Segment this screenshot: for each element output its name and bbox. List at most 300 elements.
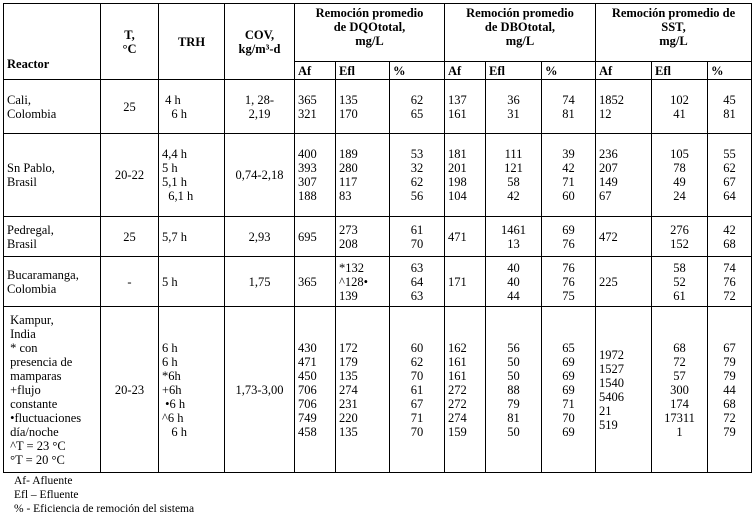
cell-line: - [127, 274, 132, 289]
cell-line: 81 [723, 106, 736, 121]
cell-cov [225, 80, 295, 134]
cell-line: Colombia [7, 106, 57, 121]
cell-line: 1, 28- [244, 92, 275, 107]
cell-dqo-efl [336, 257, 390, 307]
cell-cov [225, 217, 295, 257]
cell-line: 198 [448, 175, 467, 189]
subheader-efl: Efl [486, 62, 542, 80]
cell-line: 42 [723, 222, 736, 237]
cell-line: 2,93 [248, 229, 271, 244]
cell-line: 74 [723, 260, 736, 275]
cell-line: 70 [410, 424, 424, 439]
cell-line: 189 [339, 147, 358, 161]
cell-sst-af [596, 257, 652, 307]
cell-line: 62 [410, 175, 424, 189]
cell-line: 24 [673, 189, 686, 203]
cell-dbo-af [445, 217, 486, 257]
cell-line: 706 [298, 396, 317, 411]
cell-dbo-efl [486, 257, 542, 307]
cell-line: 68 [673, 340, 686, 355]
cell-line: 75 [562, 288, 575, 303]
cell-trh [159, 80, 225, 134]
cell-dbo-af [445, 257, 486, 307]
cell-line: 31 [507, 106, 520, 121]
cell-line: Pedregal, [7, 222, 54, 237]
cell-line: 393 [298, 161, 317, 175]
header-line: T, [124, 27, 135, 42]
cell-dbo-pct [542, 217, 596, 257]
cell-line: 2,19 [248, 106, 271, 121]
cell-line: 44 [507, 288, 520, 303]
cell-sst-af [596, 217, 652, 257]
cell-line: 208 [339, 236, 358, 251]
cell-line: 62 [410, 354, 424, 369]
cell-line: 81 [507, 410, 520, 425]
cell-sst-efl [652, 217, 708, 257]
cell-line: 79 [723, 424, 736, 439]
table-row [4, 257, 752, 307]
cell-line: 6 h [162, 106, 187, 121]
cell-line: 1972 [599, 347, 624, 362]
cell-line: 519 [599, 417, 618, 432]
header-line: mg/L [355, 34, 384, 48]
cell-line: 149 [599, 175, 618, 189]
cell-sst-efl [652, 134, 708, 217]
cell-line: 67 [599, 189, 612, 203]
cell-line: 76 [562, 274, 575, 289]
cell-line: 300 [670, 382, 689, 397]
cell-line: 5 h [162, 274, 178, 289]
cell-line: ^128• [339, 274, 368, 289]
cell-line: •fluctuaciones [7, 410, 82, 425]
cell-line: *6h [162, 368, 181, 383]
header-line: mg/L [505, 34, 535, 48]
cell-line: 170 [339, 106, 358, 121]
cell-line: 1 [676, 424, 683, 439]
cell-line: Sn Pablo, [7, 161, 55, 175]
cell-line: +6h [162, 382, 182, 397]
cell-line: 20-22 [114, 168, 145, 182]
cell-line: * con [7, 340, 38, 355]
header-line: kg/m³-d [238, 41, 281, 56]
cell-trh [159, 134, 225, 217]
cell-cov [225, 134, 295, 217]
cell-line: 321 [298, 106, 317, 121]
cell-line: 5,7 h [162, 229, 187, 244]
cell-line: 231 [339, 396, 358, 411]
subheader-pct: % [390, 62, 445, 80]
cell-line: 137 [448, 92, 467, 107]
cell-line: 50 [507, 424, 520, 439]
cell-temperature [101, 307, 159, 473]
cell-line: 1461 [501, 222, 526, 237]
cell-line: 207 [599, 161, 618, 175]
cell-line: 4 h [162, 92, 181, 107]
subheader-pct: % [542, 62, 596, 80]
cell-line: 274 [339, 382, 358, 397]
table-row [4, 217, 752, 257]
cell-line: presencia de [7, 354, 73, 369]
cell-line: 50 [507, 354, 520, 369]
cell-line: 274 [448, 410, 467, 425]
header-line: COV, [244, 27, 275, 42]
cell-line: 307 [298, 175, 317, 189]
cell-sst-af [596, 134, 652, 217]
cell-line: 1540 [599, 375, 624, 390]
cell-line: 225 [599, 274, 618, 289]
cell-line: 79 [723, 354, 736, 369]
cell-dqo-pct [390, 134, 445, 217]
cell-line: 161 [448, 106, 467, 121]
cell-trh [159, 307, 225, 473]
reactor-comparison-table [3, 3, 752, 473]
cell-line: 56 [507, 340, 520, 355]
cell-line: 1527 [599, 361, 624, 376]
cell-line: 220 [339, 410, 358, 425]
cell-line: 68 [723, 236, 736, 251]
cell-dbo-pct [542, 307, 596, 473]
cell-line: 6 h [162, 340, 178, 355]
cell-line: 58 [673, 260, 686, 275]
cell-dqo-pct [390, 80, 445, 134]
cell-line: 60 [562, 189, 575, 203]
cell-line: 72 [723, 410, 736, 425]
cell-line: 69 [562, 354, 575, 369]
cell-dbo-efl [486, 80, 542, 134]
cell-dqo-efl [336, 307, 390, 473]
cell-temperature [101, 80, 159, 134]
cell-line: 69 [562, 222, 575, 237]
cell-line: 400 [298, 147, 317, 161]
cell-line: 272 [448, 396, 467, 411]
header-line: Remoción promedio [315, 6, 424, 20]
cell-sst-pct [708, 134, 752, 217]
cell-dqo-efl [336, 134, 390, 217]
cell-line: 450 [298, 368, 317, 383]
cell-line: 135 [339, 368, 358, 383]
cell-line: 49 [673, 175, 686, 189]
cell-line: 111 [504, 147, 523, 161]
cell-line: 171 [448, 274, 467, 289]
cell-line: constante [7, 396, 58, 411]
cell-line: 81 [562, 106, 575, 121]
cell-line: India [7, 326, 36, 341]
cell-temperature [101, 257, 159, 307]
cell-line: 70 [410, 236, 424, 251]
header-reactor: Reactor [4, 4, 101, 80]
cell-line: 67 [410, 396, 424, 411]
cell-line: 64 [410, 274, 424, 289]
header-dqo [295, 4, 445, 62]
note-efl: Efl – Efluente [14, 489, 79, 501]
cell-line: 21 [599, 403, 612, 418]
cell-line: 70 [562, 410, 575, 425]
cell-line: 41 [673, 106, 686, 121]
cell-dqo-af [295, 307, 336, 473]
cell-line: 139 [339, 288, 358, 303]
cell-line: 72 [723, 288, 736, 303]
cell-line: 71 [410, 410, 424, 425]
cell-line: 117 [339, 175, 358, 189]
cell-line: 76 [562, 260, 575, 275]
cell-line: 71 [562, 396, 575, 411]
cell-line: 45 [723, 92, 736, 107]
cell-reactor [4, 80, 101, 134]
subheader-af: Af [596, 62, 652, 80]
cell-line: 70 [410, 368, 424, 383]
cell-line: 159 [448, 424, 467, 439]
cell-sst-pct [708, 80, 752, 134]
cell-line: 32 [410, 161, 424, 175]
cell-reactor [4, 307, 101, 473]
cell-dbo-af [445, 134, 486, 217]
cell-line: 706 [298, 382, 317, 397]
cell-line: 71 [562, 175, 575, 189]
cell-line: 76 [562, 236, 575, 251]
cell-line: 276 [670, 222, 689, 237]
cell-sst-efl [652, 80, 708, 134]
cell-line: 62 [410, 92, 424, 107]
cell-sst-af [596, 307, 652, 473]
cell-trh [159, 217, 225, 257]
header-dbo [445, 4, 596, 62]
cell-sst-efl [652, 307, 708, 473]
cell-line: 179 [339, 354, 358, 369]
cell-line: 471 [448, 229, 467, 244]
cell-line: 67 [723, 175, 736, 189]
cell-temperature [101, 217, 159, 257]
cell-line: +flujo [7, 382, 41, 397]
cell-line: Brasil [7, 175, 37, 189]
cell-line: Bucaramanga, [7, 267, 79, 282]
cell-line: 365 [298, 92, 317, 107]
cell-line: 5,1 h [162, 175, 187, 189]
cell-line: 61 [410, 222, 424, 237]
cell-line: 188 [298, 189, 317, 203]
header-line: de DQOtotal, [333, 20, 406, 34]
subheader-efl: Efl [652, 62, 708, 80]
cell-line: 201 [448, 161, 467, 175]
cell-line: 104 [448, 189, 467, 203]
header-line: de DBOtotal, [484, 20, 556, 34]
cell-line: 181 [448, 147, 467, 161]
cell-line: 430 [298, 340, 317, 355]
cell-line: 4,4 h [162, 147, 187, 161]
cell-line: 69 [562, 382, 575, 397]
cell-line: 65 [562, 340, 575, 355]
cell-line: 76 [723, 274, 736, 289]
cell-line: 12 [599, 106, 612, 121]
note-pct: % - Eficiencia de remoción del sistema [14, 503, 195, 515]
cell-line: 72 [673, 354, 686, 369]
cell-line: 749 [298, 410, 317, 425]
cell-line: 64 [723, 189, 736, 203]
cell-line: 5 h [162, 161, 178, 175]
cell-line: 161 [448, 354, 467, 369]
cell-line: 65 [410, 106, 424, 121]
cell-dbo-efl [486, 217, 542, 257]
cell-dbo-pct [542, 257, 596, 307]
cell-line: 83 [339, 189, 352, 203]
cell-dbo-af [445, 80, 486, 134]
cell-line: 5406 [599, 389, 624, 404]
cell-line: Kampur, [7, 312, 54, 327]
cell-line: 62 [723, 161, 736, 175]
cell-line: 1,73-3,00 [235, 382, 284, 397]
cell-sst-pct [708, 257, 752, 307]
cell-line: *132 [339, 260, 364, 275]
cell-line: 6,1 h [162, 189, 194, 203]
cell-dqo-pct [390, 307, 445, 473]
cell-line: 6 h [162, 424, 187, 439]
cell-line: 105 [670, 147, 689, 161]
cell-line: 6 h [162, 354, 178, 369]
cell-line: 135 [339, 424, 358, 439]
cell-line: 63 [410, 288, 424, 303]
cell-dbo-af [445, 307, 486, 473]
cell-dqo-efl [336, 80, 390, 134]
cell-line: 69 [562, 368, 575, 383]
cell-line: 40 [507, 274, 520, 289]
cell-line: •6 h [162, 396, 186, 411]
cell-line: 458 [298, 424, 317, 439]
cell-line: 135 [339, 92, 358, 107]
cell-line: 471 [298, 354, 317, 369]
table-row [4, 134, 752, 217]
cell-line: 42 [507, 189, 520, 203]
cell-sst-af [596, 80, 652, 134]
cell-trh [159, 257, 225, 307]
cell-cov [225, 307, 295, 473]
cell-line: 17311 [664, 410, 695, 425]
cell-sst-efl [652, 257, 708, 307]
cell-line: 58 [507, 175, 520, 189]
cell-line: 20-23 [114, 382, 145, 397]
cell-line: 273 [339, 222, 358, 237]
cell-line: 121 [504, 161, 523, 175]
cell-line: 53 [410, 147, 424, 161]
cell-line: día/noche [7, 424, 59, 439]
cell-line: mamparas [7, 368, 62, 383]
cell-dqo-af [295, 134, 336, 217]
cell-line: 365 [298, 274, 317, 289]
cell-line: 161 [448, 368, 467, 383]
cell-line: ^T = 23 °C [7, 438, 66, 453]
cell-dqo-pct [390, 217, 445, 257]
cell-line: 78 [673, 161, 686, 175]
header-line: °C [122, 41, 137, 56]
cell-dbo-pct [542, 80, 596, 134]
cell-dqo-af [295, 257, 336, 307]
cell-dqo-efl [336, 217, 390, 257]
header-temperature [101, 4, 159, 80]
cell-line: 1852 [599, 92, 624, 107]
cell-line: 272 [448, 382, 467, 397]
cell-line: 25 [123, 99, 136, 114]
cell-line: Brasil [7, 236, 37, 251]
cell-line: 174 [670, 396, 689, 411]
table-notes [14, 474, 194, 516]
cell-line: 56 [410, 189, 424, 203]
cell-temperature [101, 134, 159, 217]
cell-line: °T = 20 °C [7, 452, 65, 467]
table-row [4, 80, 752, 134]
cell-line: 1,75 [248, 274, 271, 289]
cell-line: 102 [670, 92, 689, 107]
table-row [4, 307, 752, 473]
cell-dbo-efl [486, 134, 542, 217]
cell-line: 69 [562, 424, 575, 439]
cell-line: 0,74-2,18 [235, 168, 284, 182]
cell-line: 63 [410, 260, 424, 275]
header-sst [596, 4, 752, 62]
cell-dqo-af [295, 217, 336, 257]
cell-sst-pct [708, 307, 752, 473]
cell-sst-pct [708, 217, 752, 257]
cell-line: 13 [507, 236, 520, 251]
cell-reactor [4, 257, 101, 307]
header-cov [225, 4, 295, 80]
cell-line: 280 [339, 161, 358, 175]
cell-line: 60 [410, 340, 424, 355]
cell-reactor [4, 217, 101, 257]
cell-line: 74 [562, 92, 575, 107]
cell-line: 57 [673, 368, 686, 383]
cell-line: 695 [298, 229, 317, 244]
cell-line: 39 [562, 147, 575, 161]
cell-line: 172 [339, 340, 358, 355]
subheader-af: Af [295, 62, 336, 80]
cell-line: 79 [723, 368, 736, 383]
subheader-af: Af [445, 62, 486, 80]
cell-line: 88 [507, 382, 520, 397]
cell-dbo-pct [542, 134, 596, 217]
cell-line: 61 [410, 382, 424, 397]
cell-line: 152 [670, 236, 689, 251]
header-line: Remoción promedio [466, 6, 574, 20]
cell-line: 79 [507, 396, 520, 411]
cell-line: 55 [723, 147, 736, 161]
cell-line: Colombia [7, 281, 57, 296]
header-line: mg/L [659, 34, 688, 48]
cell-dqo-af [295, 80, 336, 134]
cell-line: 44 [723, 382, 736, 397]
cell-line: 236 [599, 147, 618, 161]
header-trh: TRH [159, 4, 225, 80]
cell-dbo-efl [486, 307, 542, 473]
cell-line: 40 [507, 260, 520, 275]
cell-line: Cali, [7, 92, 31, 107]
cell-line: 61 [673, 288, 686, 303]
cell-line: 52 [673, 274, 686, 289]
cell-cov [225, 257, 295, 307]
cell-line: ^6 h [162, 410, 184, 425]
cell-line: 50 [507, 368, 520, 383]
cell-line: 36 [507, 92, 520, 107]
cell-line: 42 [562, 161, 575, 175]
cell-line: 162 [448, 340, 467, 355]
cell-line: 472 [599, 229, 618, 244]
subheader-efl: Efl [336, 62, 390, 80]
cell-line: 25 [123, 229, 136, 244]
note-af: Af- Afluente [14, 475, 73, 487]
cell-line: 67 [723, 340, 736, 355]
cell-dqo-pct [390, 257, 445, 307]
subheader-pct: % [708, 62, 752, 80]
header-line: SST, [661, 20, 686, 34]
cell-reactor [4, 134, 101, 217]
cell-line: 68 [723, 396, 736, 411]
